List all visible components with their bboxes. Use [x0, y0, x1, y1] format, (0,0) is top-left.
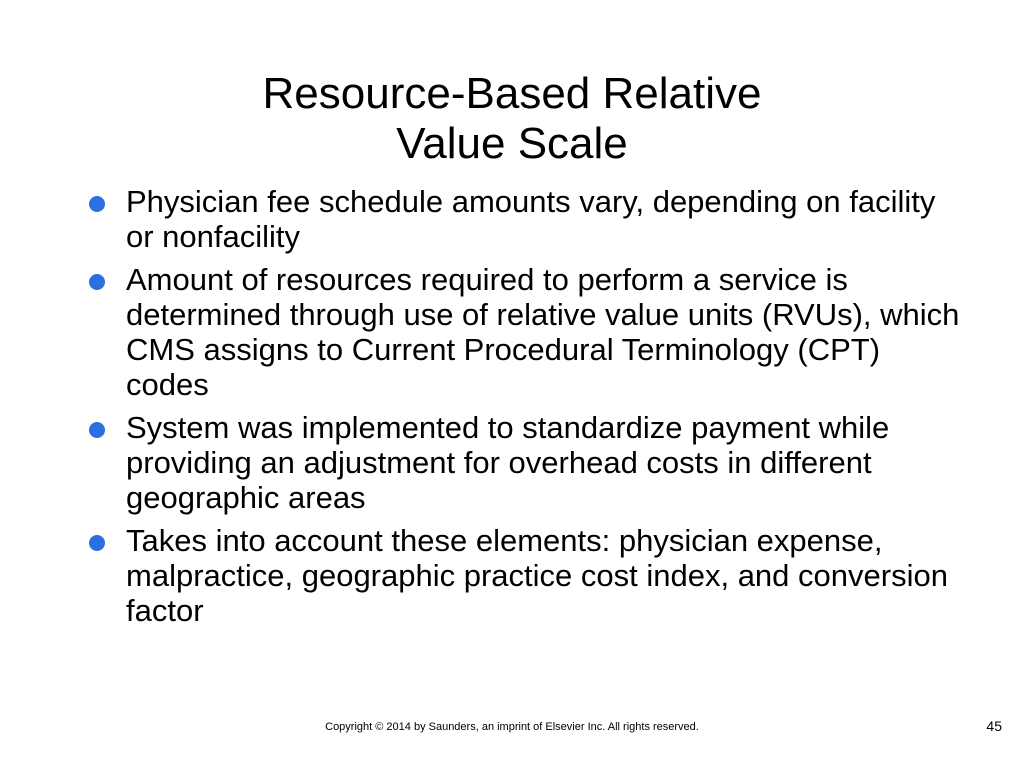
- bullet-text: Takes into account these elements: physician expense, malpractice, geographic practice cost index, and conversion factor: [126, 523, 948, 628]
- bullet-item: [86, 410, 966, 515]
- bullet-dot-icon: [89, 274, 105, 290]
- bullet-text: System was implemented to standardize payment while providing an adjustment for overhead costs in different geographic areas: [126, 410, 890, 515]
- bullet-dot-icon: [89, 422, 105, 438]
- copyright-footer: Copyright © 2014 by Saunders, an imprint of Elsevier Inc. All rights reserved.: [325, 721, 699, 733]
- title-line-2: Value Scale: [396, 119, 628, 169]
- bullet-dot-icon: [89, 535, 105, 551]
- bullet-item: [86, 262, 966, 402]
- title-line-1: Resource-Based Relative: [262, 69, 762, 119]
- bullet-item: [86, 184, 966, 254]
- slide-title: [0, 69, 1024, 169]
- bullet-item: [86, 523, 966, 628]
- page-number: 45: [986, 718, 1002, 734]
- bullet-list: [86, 184, 966, 636]
- bullet-dot-icon: [89, 196, 105, 212]
- bullet-text: Amount of resources required to perform a service is determined through use of relative value units (RVUs), which CMS assigns to Current Procedural Terminology (CPT) codes: [126, 262, 960, 402]
- bullet-text: Physician fee schedule amounts vary, depending on facility or nonfacility: [126, 184, 936, 254]
